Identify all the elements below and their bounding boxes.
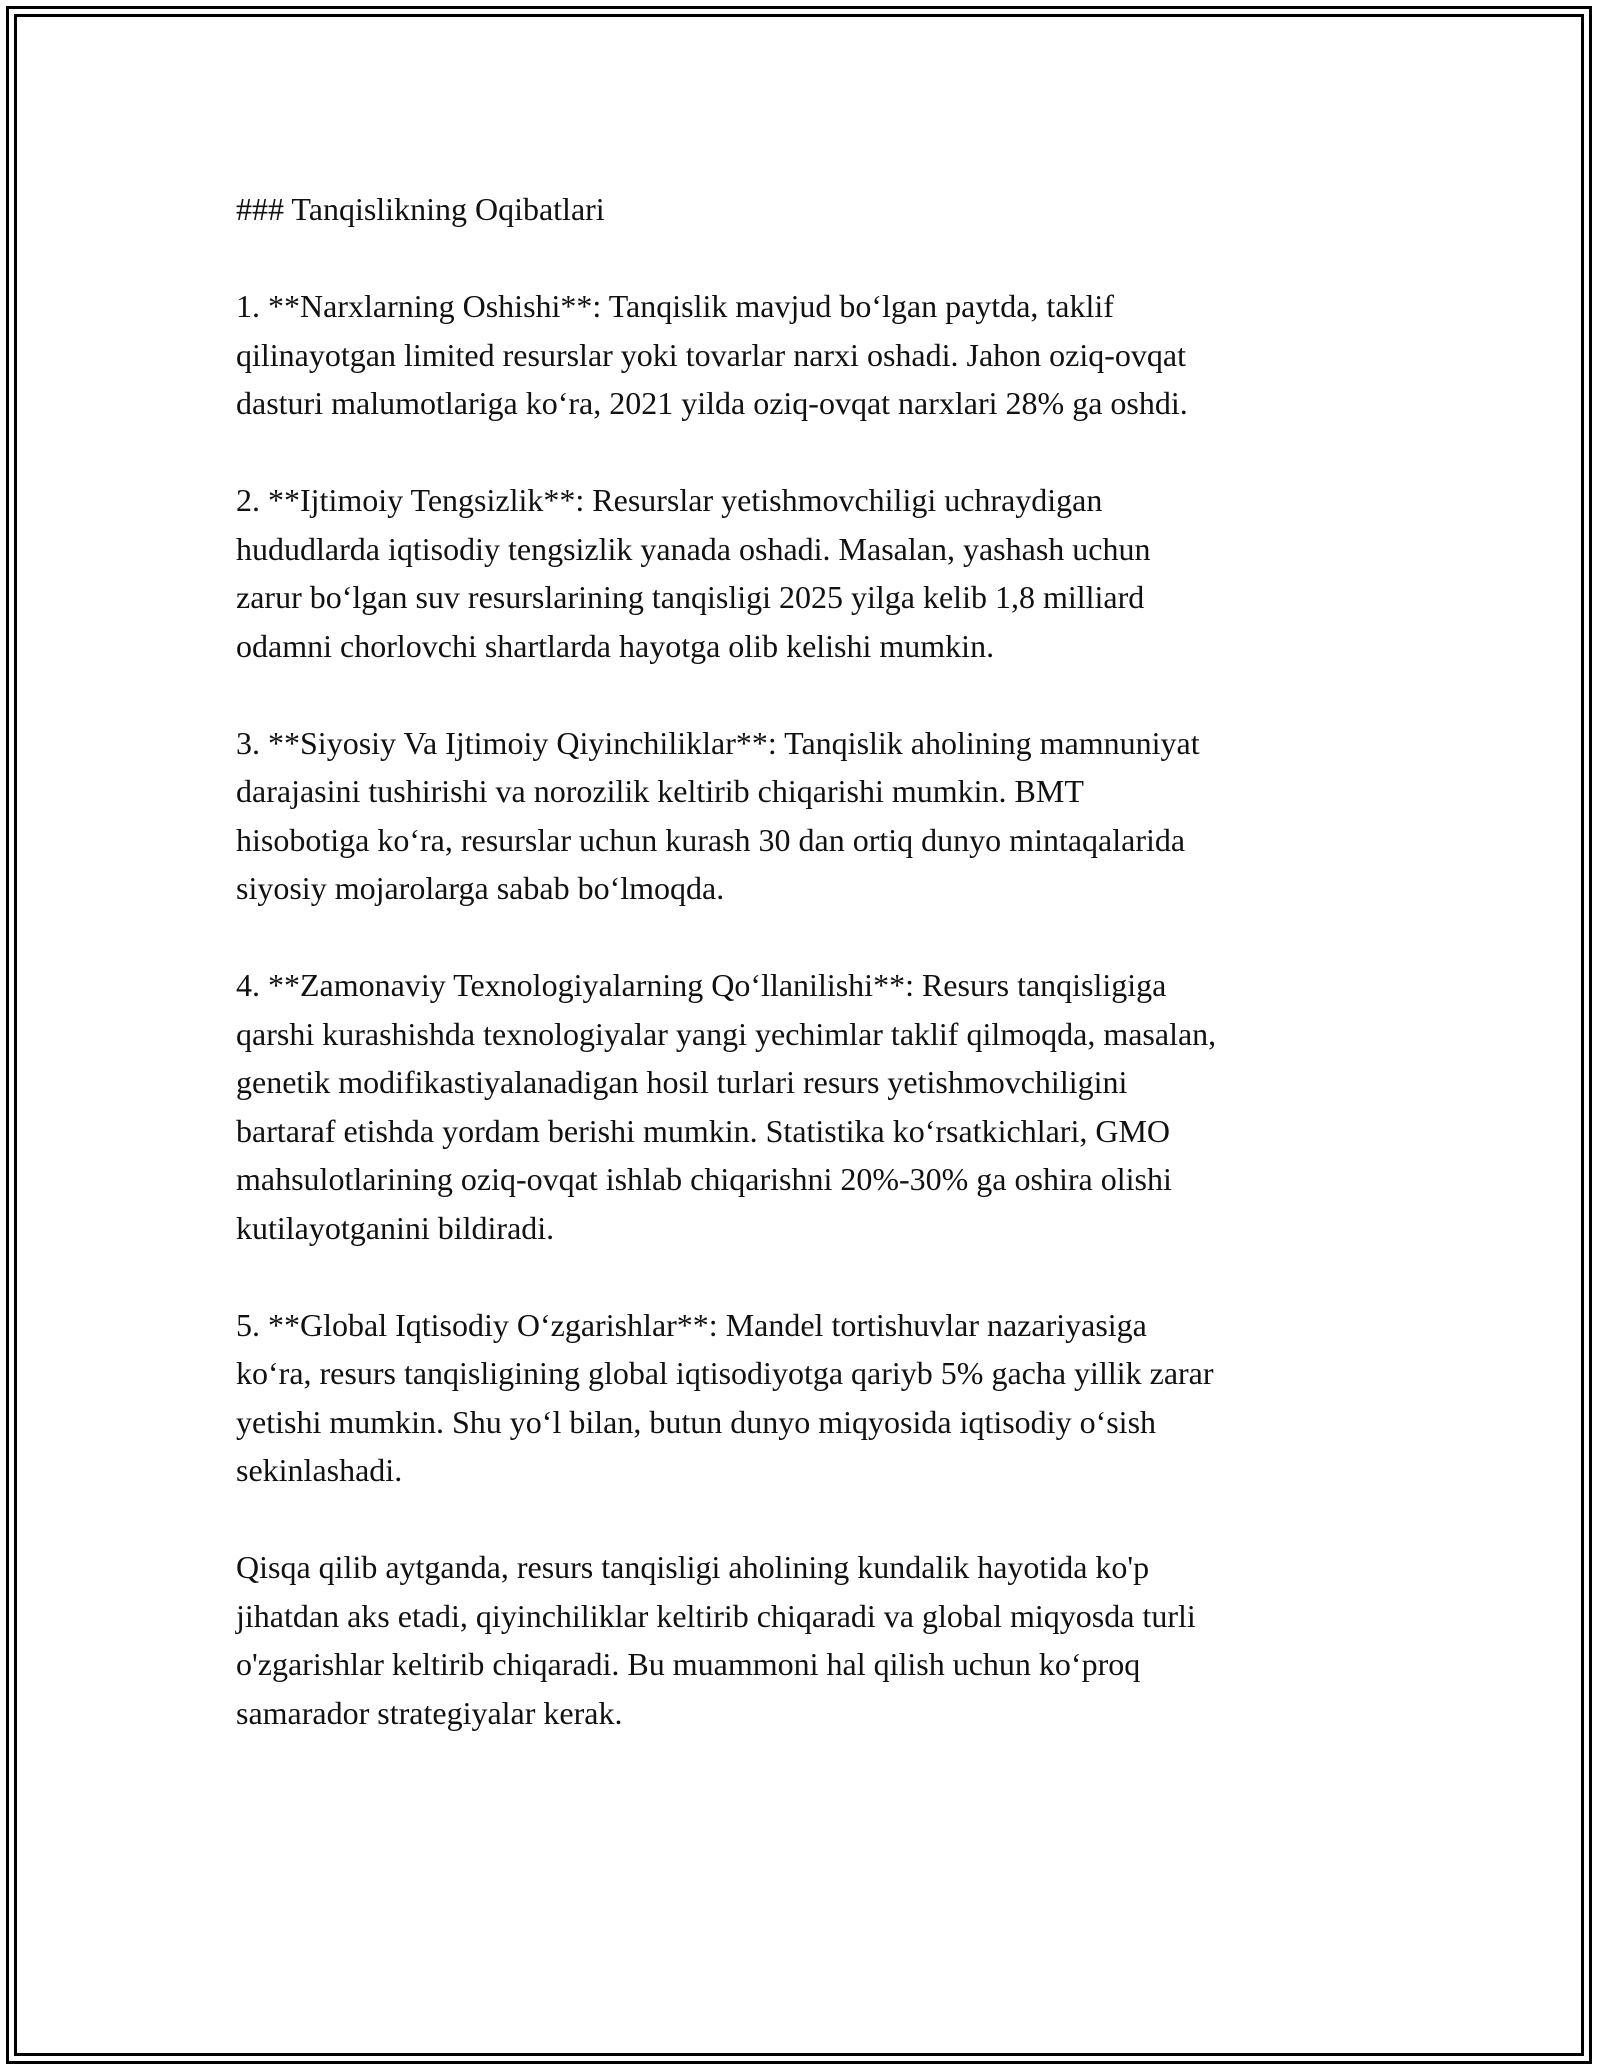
conclusion-paragraph: Qisqa qilib aytganda, resurs tanqisligi aholining kundalik hayotida ko'p jihatdan aks etadi, qiyinchiliklar keltirib chiqaradi va global miqyosda turli o'zgarishlar keltirib chiqaradi. Bu muammoni hal qilish uchun ko‘proq samarador strategiyalar kerak. <box>236 1549 1196 1731</box>
list-item: 5. **Global Iqtisodiy O‘zgarishlar**: Mandel tortishuvlar nazariyasiga ko‘ra, resurs tanqisligining global iqtisodiyotga qariyb 5% gacha yillik zarar yetishi mumkin. Shu yo‘l bilan, butun dunyo miqyosida iqtisodiy o‘sish sekinlashadi. <box>236 1306 1214 1488</box>
document-body <box>236 185 1376 1737</box>
list-item: 3. **Siyosiy Va Ijtimoiy Qiyinchiliklar**: Tanqislik aholining mamnuniyat darajasini tushirishi va norozilik keltirib chiqarishi mumkin. BMT hisobotiga ko‘ra, resurslar uchun kurash 30 dan ortiq dunyo mintaqalarida siyosiy mojarolarga sabab bo‘lmoqda. <box>236 724 1200 906</box>
list-item: 4. **Zamonaviy Texnologiyalarning Qo‘llanilishi**: Resurs tanqisligiga qarshi kurashishda texnologiyalar yangi yechimlar taklif qilmoqda, masalan, genetik modifikastiyalanadigan hosil turlari resurs yetishmovchiligini bartaraf etishda yordam berishi mumkin. Statistika ko‘rsatkichlari, GMO mahsulotlarining oziq-ovqat ishlab chiqarishni 20%-30% ga oshira olishi kutilayotganini bildiradi. <box>236 967 1217 1246</box>
list-item: 2. **Ijtimoiy Tengsizlik**: Resurslar yetishmovchiligi uchraydigan hududlarda iqtisodiy tengsizlik yanada oshadi. Masalan, yashash uchun zarur bo‘lgan suv resurslarining tanqisligi 2025 yilga kelib 1,8 milliard odamni chorlovchi shartlarda hayotga olib kelishi mumkin. <box>236 482 1151 664</box>
document-heading: ### Tanqislikning Oqibatlari <box>236 191 605 227</box>
list-item: 1. **Narxlarning Oshishi**: Tanqislik mavjud bo‘lgan paytda, taklif qilinayotgan limited resurslar yoki tovarlar narxi oshadi. Jahon oziq-ovqat dasturi malumotlariga ko‘ra, 2021 yilda oziq-ovqat narxlari 28% ga oshdi. <box>236 288 1188 421</box>
